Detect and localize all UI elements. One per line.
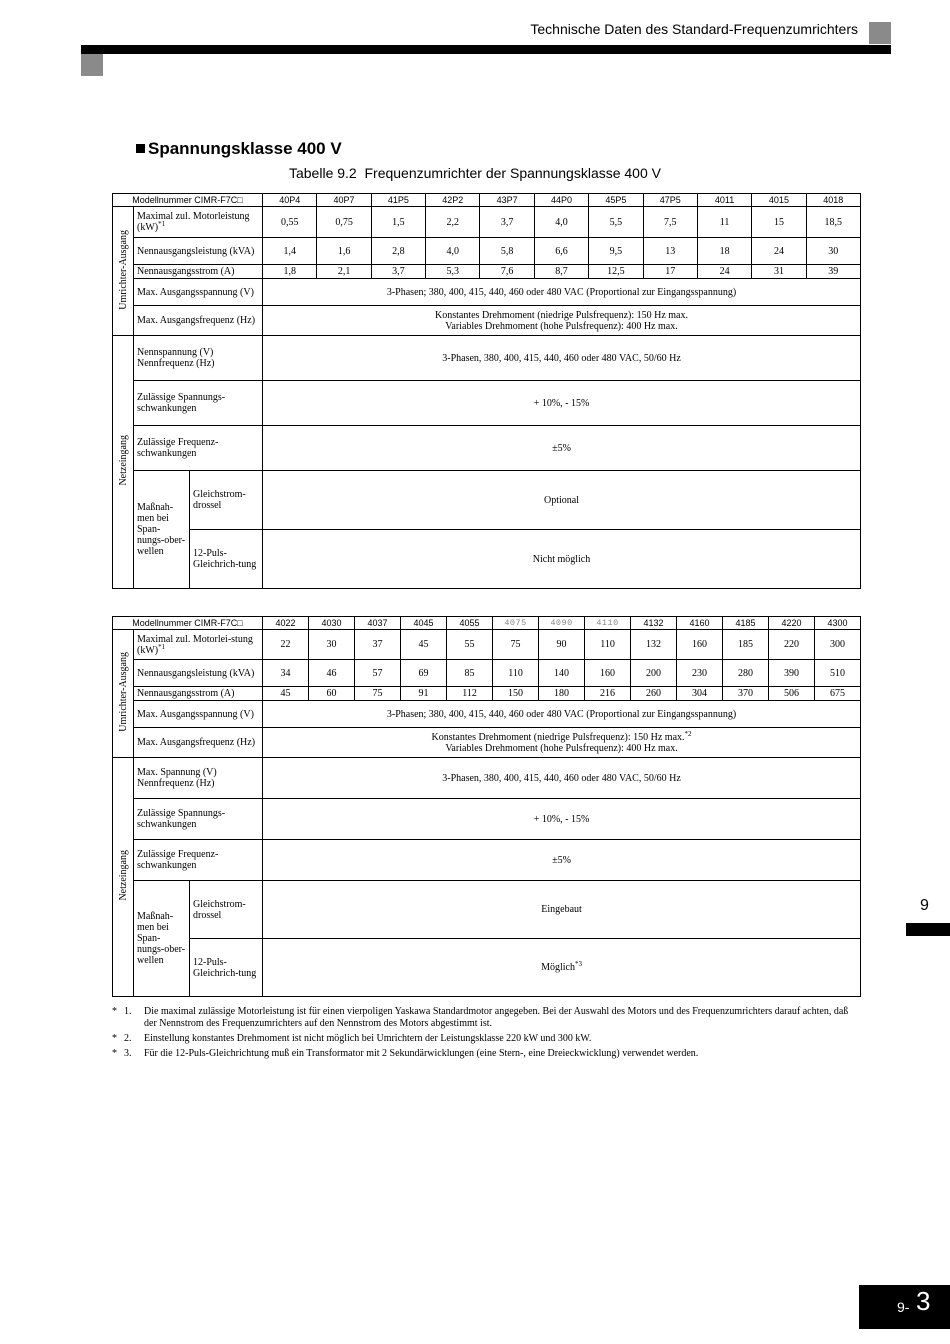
value-cell: 22 (263, 630, 309, 660)
value-cell: 24 (752, 238, 806, 265)
pulse12-row (113, 939, 861, 997)
model-cell: 4160 (677, 617, 723, 630)
footnote-3: * 3. Für die 12-Puls-Gleichrichtung muß ein Transformator mit 2 Sekundärwicklungen (eine Stern-, eine Dreieckwicklung) verwendet werden. (112, 1048, 699, 1059)
value-cell: 180 (539, 687, 585, 701)
output-freq-row (113, 728, 861, 758)
running-header-title: Technische Daten des Standard-Frequenzumrichters (530, 21, 858, 37)
row-label-12-pulse: 12-Puls-Gleichrich-tung (190, 530, 263, 589)
perm-freq-row (113, 426, 861, 471)
model-header-row (113, 194, 861, 207)
row-label-perm-freq: Zulässige Frequenz-schwankungen (134, 840, 263, 881)
value-cell: 5,3 (426, 265, 480, 279)
value-cell: 6,6 (534, 238, 588, 265)
motor-power-row (113, 207, 861, 238)
model-cell-greyed: 4110 (585, 617, 631, 630)
value-cell: 3,7 (371, 265, 425, 279)
value-cell: 200 (631, 660, 677, 687)
value-cell: 1,4 (263, 238, 317, 265)
value-cell: 18,5 (806, 207, 860, 238)
value-cell: 132 (631, 630, 677, 660)
value-cell: 30 (309, 630, 355, 660)
rated-input-value: 3-Phasen, 380, 400, 415, 440, 460 oder 480 VAC, 50/60 Hz (263, 758, 861, 799)
model-cell: 44P0 (534, 194, 588, 207)
rated-input-value: 3-Phasen, 380, 400, 415, 440, 460 oder 480 VAC, 50/60 Hz (263, 336, 861, 381)
dc-reactor-row (113, 881, 861, 939)
perm-voltage-value: + 10%, - 15% (263, 381, 861, 426)
value-cell: 2,2 (426, 207, 480, 238)
output-freq-row (113, 306, 861, 336)
row-label-perm-freq: Zulässige Frequenz-schwankungen (134, 426, 263, 471)
value-cell: 4,0 (426, 238, 480, 265)
model-cell: 4045 (401, 617, 447, 630)
perm-freq-row (113, 840, 861, 881)
model-cell: 4132 (631, 617, 677, 630)
model-cell: 4220 (769, 617, 815, 630)
value-cell: 2,8 (371, 238, 425, 265)
group-input-label: Netzeingang (113, 758, 134, 997)
value-cell: 15 (752, 207, 806, 238)
value-cell: 91 (401, 687, 447, 701)
rated-input-row (113, 336, 861, 381)
perm-freq-value: ±5% (263, 426, 861, 471)
value-cell: 110 (493, 660, 539, 687)
page-number-box (859, 1285, 950, 1329)
value-cell: 260 (631, 687, 677, 701)
value-cell: 0,75 (317, 207, 371, 238)
row-label-output-voltage: Max. Ausgangsspannung (V) (134, 701, 263, 728)
value-cell: 1,6 (317, 238, 371, 265)
perm-freq-value: ±5% (263, 840, 861, 881)
value-cell: 304 (677, 687, 723, 701)
dc-reactor-value: Optional (263, 471, 861, 530)
header-marker-left (81, 54, 103, 76)
output-freq-value: Konstantes Drehmoment (niedrige Pulsfrequenz): 150 Hz max. Variables Drehmoment (hohe Pulsfrequenz): 400 Hz max. (263, 306, 861, 336)
caption-number: Tabelle 9.2 (288, 165, 357, 181)
value-cell: 7,5 (643, 207, 697, 238)
pulse12-value: Nicht möglich (263, 530, 861, 589)
page-chapter: 9- (897, 1299, 910, 1315)
row-label-motor-power: Maximal zul. Motorlei-stung (kW)$^{*1}$ (134, 630, 263, 660)
model-cell-greyed: 4090 (539, 617, 585, 630)
row-label-motor-power: Maximal zul. Motorleistung (kW)$^{*1}$ (134, 207, 263, 238)
output-kva-row (113, 238, 861, 265)
value-cell: 12,5 (589, 265, 643, 279)
value-cell: 45 (263, 687, 309, 701)
model-cell: 4022 (263, 617, 309, 630)
value-cell: 31 (752, 265, 806, 279)
value-cell: 390 (769, 660, 815, 687)
row-label-output-kva: Nennausgangsleistung (kVA) (134, 660, 263, 687)
row-label-output-current: Nennausgangsstrom (A) (134, 687, 263, 701)
model-cell: 4018 (806, 194, 860, 207)
row-label-perm-voltage: Zulässige Spannungs-schwankungen (134, 799, 263, 840)
model-cell: 40P4 (263, 194, 317, 207)
dc-reactor-value: Eingebaut (263, 881, 861, 939)
header-rule (81, 45, 891, 54)
row-label-output-current: Nennausgangsstrom (A) (134, 265, 263, 279)
value-cell: 2,1 (317, 265, 371, 279)
value-cell: 370 (723, 687, 769, 701)
model-cell: 4015 (752, 194, 806, 207)
model-cell: 41P5 (371, 194, 425, 207)
value-cell: 57 (355, 660, 401, 687)
value-cell: 39 (806, 265, 860, 279)
value-cell: 46 (309, 660, 355, 687)
row-label-12-pulse: 12-Puls-Gleichrich-tung (190, 939, 263, 997)
value-cell: 11 (697, 207, 751, 238)
value-cell: 112 (447, 687, 493, 701)
output-voltage-value: 3-Phasen; 380, 400, 415, 440, 460 oder 480 VAC (Proportional zur Eingangsspannung) (263, 701, 861, 728)
value-cell: 60 (309, 687, 355, 701)
row-label-output-freq: Max. Ausgangsfrequenz (Hz) (134, 306, 263, 336)
output-voltage-value: 3-Phasen; 380, 400, 415, 440, 460 oder 480 VAC (Proportional zur Eingangsspannung) (263, 279, 861, 306)
value-cell: 0,55 (263, 207, 317, 238)
perm-voltage-value: + 10%, - 15% (263, 799, 861, 840)
footnotes (112, 1006, 860, 1060)
value-cell: 506 (769, 687, 815, 701)
row-label-output-freq: Max. Ausgangsfrequenz (Hz) (134, 728, 263, 758)
table-caption (0, 165, 950, 181)
row-label-output-kva: Nennausgangsleistung (kVA) (134, 238, 263, 265)
value-cell: 185 (723, 630, 769, 660)
value-cell: 216 (585, 687, 631, 701)
value-cell: 55 (447, 630, 493, 660)
caption-text: Frequenzumrichter der Spannungsklasse 400 V (364, 165, 661, 181)
value-cell: 7,6 (480, 265, 534, 279)
perm-voltage-row (113, 799, 861, 840)
value-cell: 85 (447, 660, 493, 687)
motor-power-row (113, 630, 861, 660)
output-kva-row (113, 660, 861, 687)
footnote-2: * 2. Einstellung konstantes Drehmoment ist nicht möglich bei Umrichtern der Leistungsklasse 220 kW und 300 kW. (112, 1033, 592, 1044)
value-cell: 300 (815, 630, 861, 660)
value-cell: 90 (539, 630, 585, 660)
value-cell: 17 (643, 265, 697, 279)
value-cell: 75 (355, 687, 401, 701)
value-cell: 13 (643, 238, 697, 265)
model-header-row (113, 617, 861, 630)
value-cell: 45 (401, 630, 447, 660)
model-cell: 4037 (355, 617, 401, 630)
value-cell: 140 (539, 660, 585, 687)
value-cell: 160 (677, 630, 723, 660)
pulse12-row (113, 530, 861, 589)
model-header-label: Modellnummer CIMR-F7C□ (113, 617, 263, 630)
row-label-harmonic-measures: Maßnah-men bei Span-nungs-ober-wellen (134, 471, 190, 589)
model-cell: 43P7 (480, 194, 534, 207)
bullet-square-icon (136, 144, 145, 153)
group-input-label: Netzeingang (113, 336, 134, 589)
group-output-label: Umrichter-Ausgang (113, 630, 134, 758)
value-cell: 3,7 (480, 207, 534, 238)
value-cell: 5,5 (589, 207, 643, 238)
output-current-row (113, 265, 861, 279)
group-output-label: Umrichter-Ausgang (113, 207, 134, 336)
value-cell: 9,5 (589, 238, 643, 265)
row-label-dc-reactor: Gleichstrom-drossel (190, 471, 263, 530)
value-cell: 75 (493, 630, 539, 660)
rated-input-row (113, 758, 861, 799)
model-header-label: Modellnummer CIMR-F7C□ (113, 194, 263, 207)
model-cell: 47P5 (643, 194, 697, 207)
pulse12-value: Möglich$^{*3}$ (263, 939, 861, 997)
spec-table-2 (112, 616, 861, 997)
row-label-rated-input: Max. Spannung (V) Nennfrequenz (Hz) (134, 758, 263, 799)
chapter-thumb-tab (906, 923, 950, 936)
row-label-dc-reactor: Gleichstrom-drossel (190, 881, 263, 939)
value-cell: 150 (493, 687, 539, 701)
value-cell: 110 (585, 630, 631, 660)
value-cell: 230 (677, 660, 723, 687)
value-cell: 18 (697, 238, 751, 265)
value-cell: 37 (355, 630, 401, 660)
model-cell: 4300 (815, 617, 861, 630)
value-cell: 69 (401, 660, 447, 687)
dc-reactor-row (113, 471, 861, 530)
value-cell: 160 (585, 660, 631, 687)
output-voltage-row (113, 701, 861, 728)
row-label-perm-voltage: Zulässige Spannungs-schwankungen (134, 381, 263, 426)
output-voltage-row (113, 279, 861, 306)
section-title: Spannungsklasse 400 V (136, 139, 342, 159)
value-cell: 675 (815, 687, 861, 701)
row-label-output-voltage: Max. Ausgangsspannung (V) (134, 279, 263, 306)
model-cell: 40P7 (317, 194, 371, 207)
model-cell: 4011 (697, 194, 751, 207)
model-cell: 4030 (309, 617, 355, 630)
row-label-rated-input: Nennspannung (V) Nennfrequenz (Hz) (134, 336, 263, 381)
value-cell: 30 (806, 238, 860, 265)
value-cell: 5,8 (480, 238, 534, 265)
model-cell-greyed: 4075 (493, 617, 539, 630)
output-freq-value: Konstantes Drehmoment (niedrige Pulsfrequenz): 150 Hz max.$^{*2}$ Variables Drehmoment (hohe Pulsfrequenz): 400 Hz max. (263, 728, 861, 758)
page-number: 3 (916, 1286, 931, 1316)
spec-table-1 (112, 193, 861, 589)
value-cell: 1,8 (263, 265, 317, 279)
value-cell: 510 (815, 660, 861, 687)
value-cell: 34 (263, 660, 309, 687)
footnote-1: * 1. Die maximal zulässige Motorleistung ist für einen vierpoligen Yaskawa Standardmotor angegeben. Bei der Auswahl des Motors und des Frequenzumrichters darauf achten, daß der Nennstrom des Frequenzumrichters auf den Nennstrom des Motors abgestimmt ist. (112, 1006, 849, 1029)
chapter-thumb-number: 9 (920, 897, 929, 914)
perm-voltage-row (113, 381, 861, 426)
value-cell: 1,5 (371, 207, 425, 238)
value-cell: 4,0 (534, 207, 588, 238)
value-cell: 24 (697, 265, 751, 279)
row-label-harmonic-measures: Maßnah-men bei Span-nungs-ober-wellen (134, 881, 190, 997)
model-cell: 42P2 (426, 194, 480, 207)
value-cell: 8,7 (534, 265, 588, 279)
model-cell: 4185 (723, 617, 769, 630)
header-marker-right (869, 22, 891, 44)
output-current-row (113, 687, 861, 701)
model-cell: 4055 (447, 617, 493, 630)
value-cell: 280 (723, 660, 769, 687)
model-cell: 45P5 (589, 194, 643, 207)
value-cell: 220 (769, 630, 815, 660)
